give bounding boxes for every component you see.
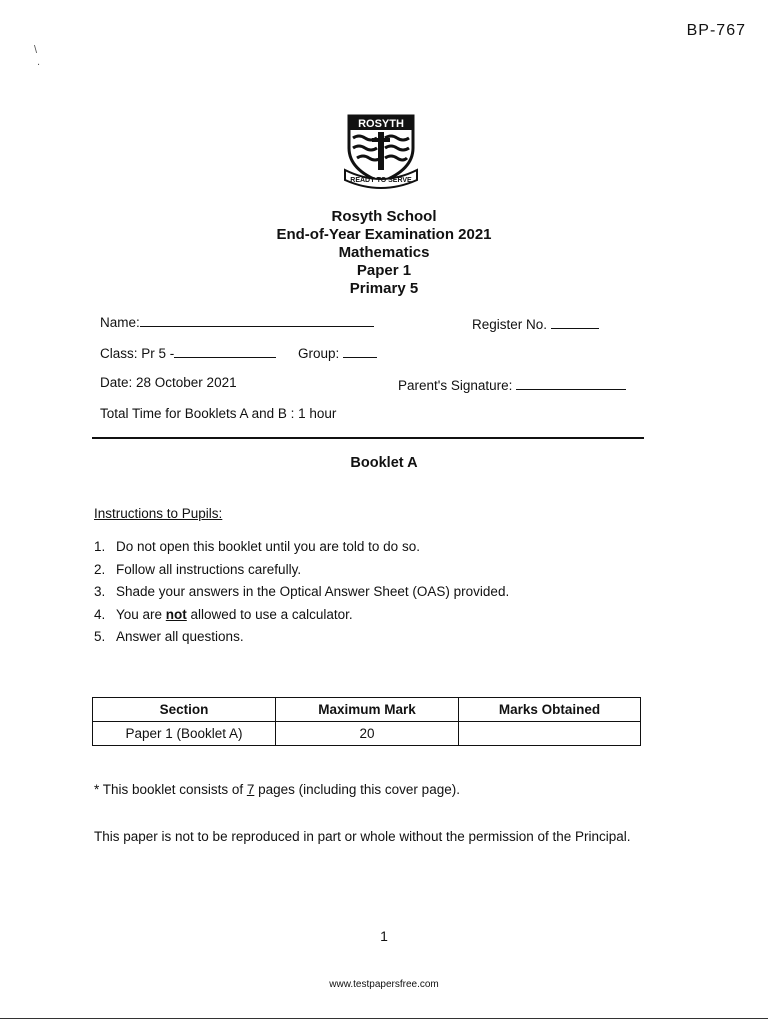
name-field[interactable] <box>100 314 374 330</box>
date-text: Date: 28 October 2021 <box>100 375 237 390</box>
instructions-title: Instructions to Pupils: <box>94 506 223 521</box>
cell-marks-obtained[interactable] <box>459 722 641 746</box>
register-label: Register No. <box>472 317 548 332</box>
website-footer[interactable]: www.testpapersfree.com <box>329 979 439 990</box>
instructions-list <box>94 536 509 649</box>
signature-blank[interactable] <box>516 377 626 390</box>
document-code: BP-767 <box>686 22 746 39</box>
group-blank[interactable] <box>343 345 377 358</box>
group-label: Group: <box>298 346 340 361</box>
instruction-item: 2. Follow all instructions carefully. <box>94 561 302 577</box>
subject: Mathematics <box>338 244 430 261</box>
cell-maximum-mark: 20 <box>276 722 459 746</box>
exam-title: End-of-Year Examination 2021 <box>276 226 492 243</box>
signature-label: Parent's Signature: <box>398 378 513 393</box>
title-block <box>0 208 768 298</box>
svg-text:READY TO SERVE: READY TO SERVE <box>350 177 412 184</box>
table-row <box>93 722 641 746</box>
class-field[interactable] <box>100 345 276 361</box>
register-field[interactable] <box>472 316 599 332</box>
booklet-title: Booklet A <box>350 455 418 471</box>
school-crest-logo <box>343 108 419 190</box>
instruction-item: 1. Do not open this booklet until you are told to do so. <box>94 539 420 554</box>
instruction-item: 5. Answer all questions. <box>94 629 244 644</box>
instruction-item: 4. You are not allowed to use a calculator. <box>94 606 353 622</box>
level: Primary 5 <box>349 280 419 297</box>
reproduction-notice: This paper is not to be reproduced in part or whole without the permission of the Principal. <box>94 829 631 844</box>
instruction-item: 3. Shade your answers in the Optical Answer Sheet (OAS) provided. <box>94 584 510 599</box>
marks-table <box>92 697 641 746</box>
page-count-note: * This booklet consists of 7 pages (including this cover page). <box>94 782 460 797</box>
group-field[interactable] <box>298 345 377 361</box>
svg-text:ROSYTH: ROSYTH <box>358 118 404 130</box>
name-label: Name: <box>100 315 140 330</box>
class-blank[interactable] <box>174 345 276 358</box>
register-blank[interactable] <box>551 316 599 329</box>
divider-line <box>92 437 644 439</box>
school-name: Rosyth School <box>331 208 437 225</box>
page-count: 7 <box>246 782 255 797</box>
paper-title: Paper 1 <box>356 262 412 279</box>
cell-section: Paper 1 (Booklet A) <box>93 722 276 746</box>
total-time: Total Time for Booklets A and B : 1 hour <box>100 406 337 421</box>
page-number: 1 <box>380 928 388 944</box>
table-header-row <box>93 698 641 722</box>
header-maximum-mark: Maximum Mark <box>276 698 459 722</box>
header-marks-obtained: Marks Obtained <box>459 698 641 722</box>
signature-field[interactable] <box>398 377 626 393</box>
emphasis-not: not <box>165 606 187 622</box>
class-label: Class: Pr 5 - <box>100 346 175 361</box>
page-edge-line <box>0 1018 768 1019</box>
header-section: Section <box>93 698 276 722</box>
name-blank[interactable] <box>140 314 374 327</box>
scan-specks: \ . <box>34 44 41 68</box>
